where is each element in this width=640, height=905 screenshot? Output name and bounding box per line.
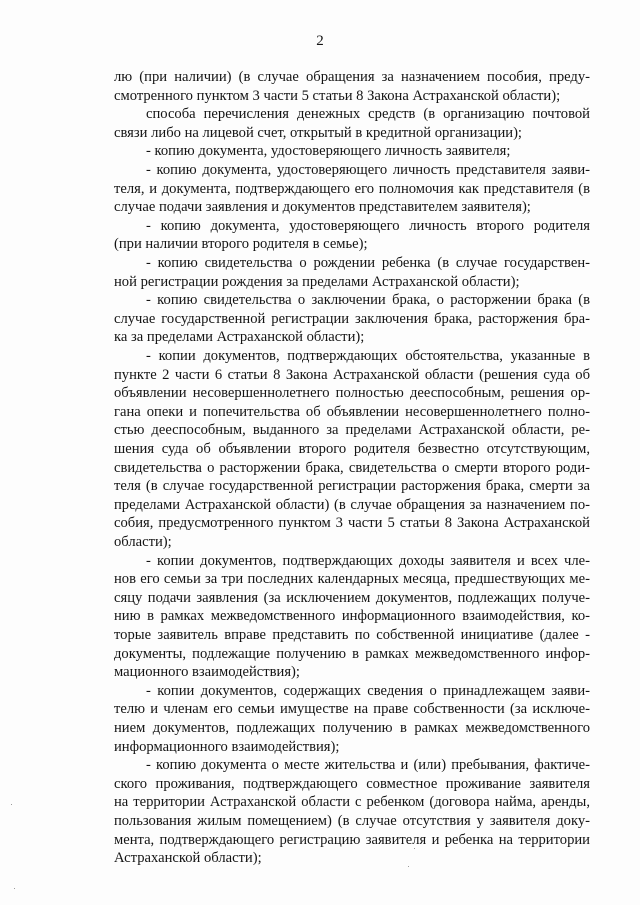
text-line: - копии документов, содержащих сведения о принадлежащем заяви- <box>146 682 590 699</box>
text-line: нием документов, подлежащих получению в рамках межведомственного <box>114 720 590 736</box>
text-line: - копию документа, удостоверяющего личность заявителя; <box>146 143 511 160</box>
page-number: 2 <box>316 33 324 49</box>
text-line: - копию документа, удостоверяющего личность представителя заяви- <box>146 162 590 178</box>
text-line: ского проживания, подтверждающего совместное проживание заявителя <box>114 775 590 792</box>
text-line: торые заявитель вправе представить по собственной инициативе (далее - <box>114 627 590 643</box>
scan-speck <box>14 888 15 889</box>
text-line: мента, подтверждающего регистрацию заявителя и ребенка на территории <box>114 831 590 848</box>
text-line: - копии документов, подтверждающих доходы заявителя и всех чле- <box>146 552 590 569</box>
text-line: области); <box>114 534 172 550</box>
text-line: теля, и документа, подтверждающего его полномочия как представителя (в <box>114 180 590 197</box>
text-line: шения суда об объявлении второго родителя безвестно отсутствующим, <box>114 441 590 457</box>
scan-speck <box>414 848 415 849</box>
text-line: мационного взаимодействия); <box>114 664 300 681</box>
scan-speck <box>408 866 409 867</box>
text-line: случае подачи заявления и документов представителем заявителя); <box>114 199 531 216</box>
text-line: пределами Астраханской области) (в случае обращения за назначением по- <box>114 496 590 513</box>
text-line: Астраханской области); <box>114 850 262 867</box>
scan-speck <box>11 804 12 805</box>
text-line: - копию документа о месте жительства и (или) пребывания, фактиче- <box>146 757 590 774</box>
text-line: свидетельства о расторжении брака, свидетельства о смерти второго роди- <box>114 459 590 476</box>
text-line: смотренного пунктом 3 части 5 статьи 8 Закона Астраханской области); <box>114 87 561 104</box>
text-line: - копию свидетельства о рождении ребенка (в случае государствен- <box>146 255 590 271</box>
text-line: - копию документа, удостоверяющего личность второго родителя <box>146 217 590 234</box>
text-line: на территории Астраханской области с ребенком (договора найма, аренды, <box>114 794 590 811</box>
text-line: пункте 2 части 6 статьи 8 Закона Астраханской области (решения суда об <box>114 366 590 383</box>
text-line: случае государственной регистрации заключения брака, расторжения бра- <box>114 310 590 327</box>
text-line: нию в рамках межведомственного информационного взаимодействия, ко- <box>114 608 590 625</box>
text-line: телю и членам его семьи имуществе на праве собственности (за исключе- <box>114 701 590 718</box>
text-line: связи либо на лицевой счет, открытый в кредитной организации); <box>114 124 522 141</box>
text-line: сяцу подачи заявления (за исключением документов, подлежащих получе- <box>114 589 590 606</box>
text-line: теля (в случае государственной регистрации расторжения брака, смерти за <box>114 478 590 495</box>
text-line: лю (при наличии) (в случае обращения за назначением пособия, преду- <box>114 69 590 85</box>
text-line: нов его семьи за три последних календарных месяца, предшествующих ме- <box>114 571 590 588</box>
text-line: способа перечисления денежных средств (в организацию почтовой <box>146 106 590 123</box>
text-line: пользования жилым помещением) (в случае отсутствия у заявителя доку- <box>114 813 590 829</box>
text-line: - копию свидетельства о заключении брака, о расторжении брака (в <box>146 292 590 309</box>
text-line: гана опеки и попечительства об объявлении несовершеннолетнего полно- <box>114 403 590 420</box>
text-line: объявлении несовершеннолетнего полностью дееспособным, решения ор- <box>114 385 590 402</box>
text-line: информационного взаимодействия); <box>114 738 340 755</box>
text-line: ка за пределами Астраханской области); <box>114 329 365 346</box>
text-line: ной регистрации рождения за пределами Астраханской области); <box>114 273 520 290</box>
text-line: (при наличии второго родителя в семье); <box>114 236 368 253</box>
text-line: собия, предусмотренного пунктом 3 части 5 статьи 8 Закона Астраханской <box>114 515 590 532</box>
text-line: документы, подлежащие получению в рамках межведомственного инфор- <box>114 645 590 662</box>
text-line: стью дееспособным, выданного за пределами Астраханской области, ре- <box>114 422 590 439</box>
text-line: - копии документов, подтверждающих обстоятельства, указанные в <box>146 348 590 364</box>
